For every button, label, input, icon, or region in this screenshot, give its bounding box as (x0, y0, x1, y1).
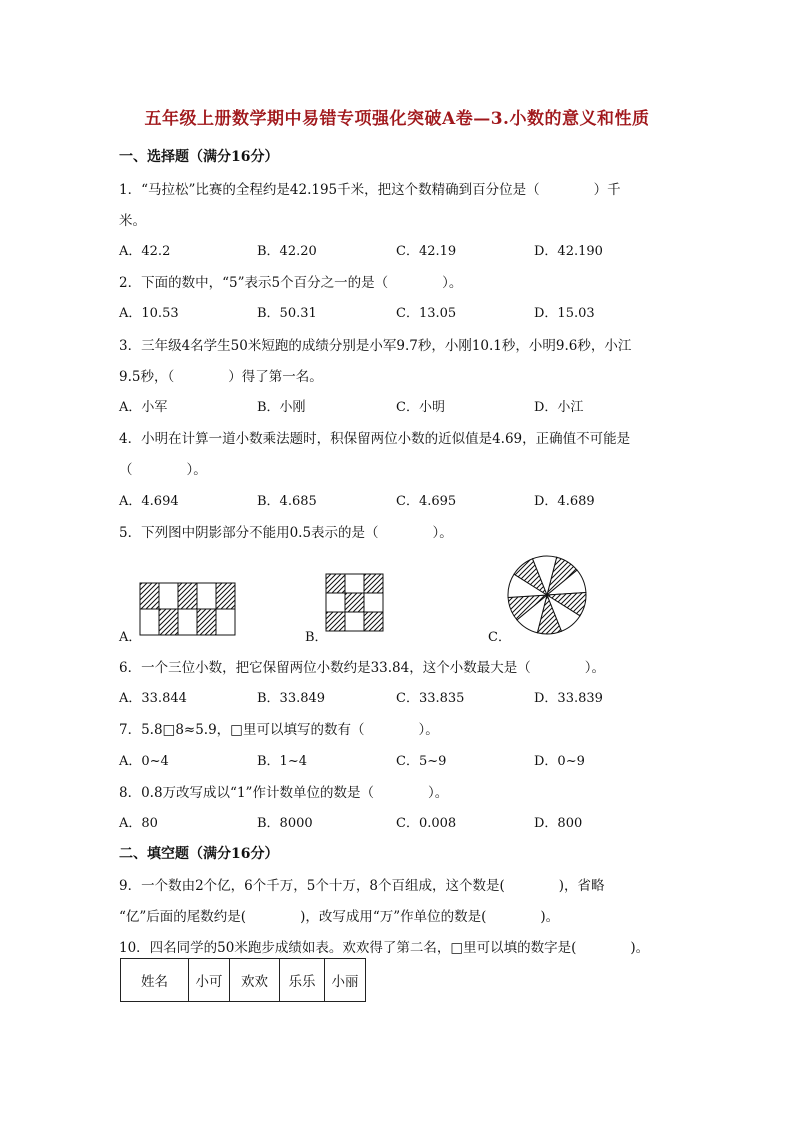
table-cell-header: 姓名 (121, 959, 189, 1002)
table-cell: 乐乐 (280, 959, 325, 1002)
q3-option-c[interactable]: C．小明 (396, 400, 445, 415)
q2-option-a[interactable]: A．10.53 (119, 306, 179, 321)
q7-option-a[interactable]: A．0~4 (119, 754, 169, 769)
question-9-line-2: “亿”后面的尾数约是( )，改写成用“万”作单位的数是( )。 (119, 909, 560, 925)
question-6-line-1: 6．一个三位小数，把它保留两位小数约是33.84，这个小数最大是（ ）。 (119, 660, 605, 676)
q2-option-d[interactable]: D．15.03 (534, 306, 595, 321)
q3-option-d[interactable]: D．小江 (534, 400, 584, 415)
question-10-line-1: 10．四名同学的50米跑步成绩如表。欢欢得了第二名，□里可以填的数字是( )。 (119, 940, 650, 956)
question-5-line-1: 5．下列图中阴影部分不能用0.5表示的是（ ）。 (119, 525, 453, 541)
q4-option-d[interactable]: D．4.689 (534, 494, 595, 509)
q8-option-a[interactable]: A．80 (119, 816, 158, 831)
q2-option-c[interactable]: C．13.05 (396, 306, 457, 321)
q7-option-d[interactable]: D．0~9 (534, 754, 585, 769)
question-3-line-2: 9.5秒，（ ）得了第一名。 (119, 369, 323, 385)
question-4-line-1: 4．小明在计算一道小数乘法题时，积保留两位小数的近似值是4.69，正确值不可能是 (119, 431, 631, 447)
q5-figure-label-c[interactable]: C． (488, 630, 511, 645)
section-fill-heading: 二、填空题（满分16分） (119, 846, 279, 862)
q4-option-b[interactable]: B．4.685 (257, 494, 317, 509)
q1-option-d[interactable]: D．42.190 (534, 244, 603, 259)
q3-option-a[interactable]: A．小军 (119, 400, 168, 415)
figure-b-grid[interactable] (326, 574, 383, 631)
q5-figure-label-b[interactable]: B． (305, 630, 328, 645)
table-cell: 欢欢 (230, 959, 280, 1002)
table-cell: 小丽 (325, 959, 366, 1002)
q1-option-a[interactable]: A．42.2 (119, 244, 171, 259)
score-table (120, 958, 366, 1002)
section-choice-heading: 一、选择题（满分16分） (119, 149, 279, 165)
q7-option-c[interactable]: C．5~9 (396, 754, 447, 769)
q8-option-b[interactable]: B．8000 (257, 816, 313, 831)
question-8-line-1: 8．0.8万改写成以“1”作计数单位的数是（ ）。 (119, 785, 449, 801)
q5-figure-label-a[interactable]: A． (119, 630, 142, 645)
q8-option-c[interactable]: C．0.008 (396, 816, 457, 831)
q6-option-b[interactable]: B．33.849 (257, 691, 326, 706)
q1-option-c[interactable]: C．42.19 (396, 244, 457, 259)
page-title: 五年级上册数学期中易错专项强化突破A卷—3.小数的意义和性质 (144, 109, 650, 129)
question-2-line-1: 2．下面的数中，“5”表示5个百分之一的是（ ）。 (119, 275, 463, 291)
question-3-line-1: 3．三年级4名学生50米短跑的成绩分别是小军9.7秒，小刚10.1秒，小明9.6秒，小江 (119, 338, 632, 354)
figure-c-circle[interactable] (508, 556, 586, 634)
q1-option-b[interactable]: B．42.20 (257, 244, 317, 259)
table-cell: 小可 (189, 959, 230, 1002)
question-9-line-1: 9．一个数由2个亿，6个千万，5个十万，8个百组成，这个数是( )，省略 (119, 878, 605, 894)
q8-option-d[interactable]: D．800 (534, 816, 583, 831)
q6-option-a[interactable]: A．33.844 (119, 691, 187, 706)
q3-option-b[interactable]: B．小刚 (257, 400, 306, 415)
figure-a-grid[interactable] (140, 583, 235, 635)
q2-option-b[interactable]: B．50.31 (257, 306, 317, 321)
question-1-line-2: 米。 (119, 213, 146, 229)
q7-option-b[interactable]: B．1~4 (257, 754, 307, 769)
q4-option-c[interactable]: C．4.695 (396, 494, 457, 509)
question-7-line-1: 7．5.8□8≈5.9，□里可以填写的数有（ ）。 (119, 722, 439, 738)
q4-option-a[interactable]: A．4.694 (119, 494, 179, 509)
question-4-line-2: （ ）。 (119, 462, 207, 478)
question-1-line-1: 1．“马拉松”比赛的全程约是42.195千米，把这个数精确到百分位是（ ）千 (119, 182, 621, 198)
table-row (121, 959, 366, 1002)
q6-option-c[interactable]: C．33.835 (396, 691, 465, 706)
q6-option-d[interactable]: D．33.839 (534, 691, 603, 706)
